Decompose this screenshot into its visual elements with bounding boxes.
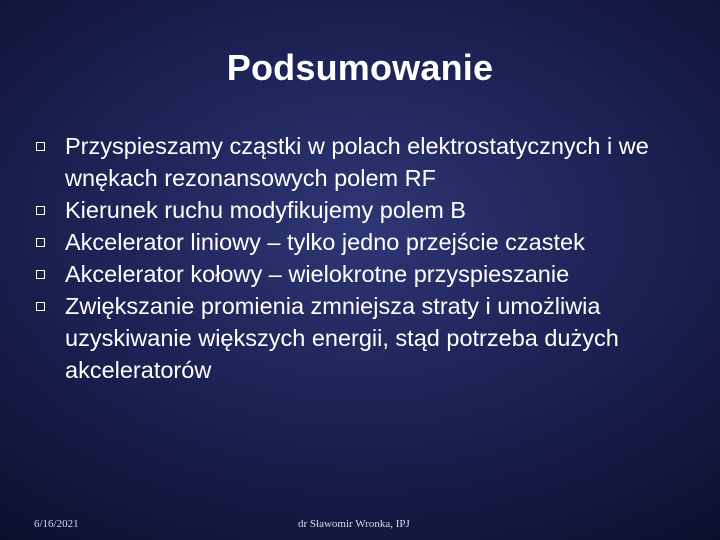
bullet-text: Akcelerator liniowy – tylko jedno przejście czastek <box>65 229 585 255</box>
hollow-square-bullet-icon <box>36 270 45 279</box>
bullet-item <box>36 194 696 226</box>
bullet-text: Akcelerator kołowy – wielokrotne przyspieszanie <box>65 261 570 287</box>
bullet-item <box>36 130 696 194</box>
footer-author: dr Sławomir Wronka, IPJ <box>298 518 410 530</box>
bullet-item <box>36 258 696 290</box>
bullet-item <box>36 226 696 258</box>
hollow-square-bullet-icon <box>36 142 45 151</box>
hollow-square-bullet-icon <box>36 206 45 215</box>
bullet-text: Kierunek ruchu modyfikujemy polem B <box>65 197 466 223</box>
hollow-square-bullet-icon <box>36 302 45 311</box>
footer-date: 6/16/2021 <box>34 518 79 530</box>
hollow-square-bullet-icon <box>36 238 45 247</box>
bullet-text: Zwiększanie promienia zmniejsza straty i umożliwia uzyskiwanie większych energii, stąd potrzeba dużych akceleratorów <box>65 293 619 383</box>
slide-title: Podsumowanie <box>226 47 494 88</box>
bullet-text: Przyspieszamy cząstki w polach elektrostatycznych i we wnękach rezonansowych polem RF <box>65 133 649 191</box>
bullet-list <box>36 130 696 386</box>
bullet-item <box>36 290 696 386</box>
